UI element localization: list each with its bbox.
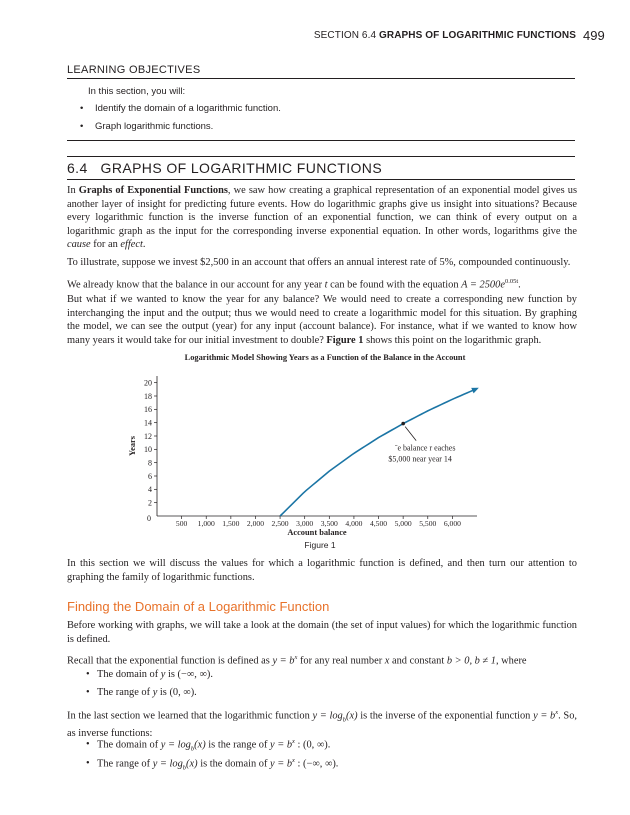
y-tick-label: 8: [148, 458, 152, 468]
x-tick-label: 1,000: [197, 519, 215, 528]
running-header: [0, 30, 576, 41]
paragraph-section-overview: In this section we will discuss the values for which a logarithmic function is defined, and then turn our attention to graphing the family of logarithmic functions.: [67, 558, 577, 583]
learning-objectives-title: LEARNING OBJECTIVES: [67, 64, 201, 76]
y-tick-label: 18: [144, 391, 152, 401]
y-tick-label: 12: [144, 431, 152, 441]
paragraph-illustrate: To illustrate, suppose we invest $2,500 in an account that offers an annual interest rate of 5%, compounded continuously.: [67, 257, 571, 268]
y-axis-label: Years: [128, 436, 137, 456]
page-number: 499: [583, 28, 605, 43]
list-item: • The range of y is (0, ∞).: [86, 687, 197, 698]
paragraph-domain-intro: Before working with graphs, we will take a look at the domain (the set of input values) for which the logarithmic function is defined.: [67, 620, 577, 645]
divider: [67, 179, 575, 180]
bullet-icon: •: [80, 121, 84, 132]
x-tick-label: 4,000: [345, 519, 363, 528]
x-tick-label: 1,500: [222, 519, 240, 528]
annotation-leader: [405, 427, 416, 441]
divider: [67, 78, 575, 79]
list-item: • The domain of $y = \log_b(x)$ is the range of $y = b^x$ : (0, ∞).: [86, 738, 331, 753]
x-tick-label: 6,000: [443, 519, 461, 528]
x-tick-label: 4,500: [369, 519, 388, 528]
paragraph-equation: We already know that the balance in our account for any year t can be found with the equation $A = 2500e^{0.05t}$.: [67, 278, 521, 291]
highlight-point: [401, 422, 405, 426]
paragraph-inverse-question: But what if we wanted to know the year for any balance? We would need to create a corresponding new function by interchanging the input and the output; thus we would need to create a logarithmic model for this situation. By graphing the model, we can see the output (year) for any input (account balance). For instance, what if we wanted to know how many years it would take for our initial investment to double? Figure 1 shows this point on the logarithmic graph.: [67, 294, 577, 346]
paragraph-intro: In Graphs of Exponential Functions, we saw how creating a graphical representation of an exponential model gives us another layer of insight for predicting future events. How do logarithmic graphs give us insight into situations? Because every logarithmic function is the inverse function of an exponential function, we can think of every output on a logarithmic graph as the input for the corresponding inverse exponential equation. In other words, logarithms give the cause for an effect.: [67, 185, 577, 251]
bullet-icon: •: [86, 687, 90, 698]
annotation-text: ˉe balance r eaches: [394, 443, 456, 453]
x-tick-label: 3,000: [296, 519, 314, 528]
x-tick-label: 500: [175, 519, 188, 528]
y-tick-label: 10: [144, 445, 152, 455]
logarithmic-chart: [110, 364, 500, 540]
x-tick-label: 5,500: [419, 519, 437, 528]
x-tick-label: 3,500: [320, 519, 338, 528]
divider: [67, 140, 575, 141]
section-running-title: GRAPHS OF LOGARITHMIC FUNCTIONS: [379, 30, 576, 41]
x-axis-label: Account balance: [287, 528, 347, 537]
y-tick-label: 14: [144, 418, 152, 428]
subsection-heading: Finding the Domain of a Logarithmic Function: [67, 599, 330, 614]
list-item: • The domain of y is (−∞, ∞).: [86, 669, 213, 680]
divider: [67, 156, 575, 157]
objective-item: • Graph logarithmic functions.: [80, 121, 214, 132]
paragraph-inverse-functions: In the last section we learned that the logarithmic function $y = \log_b(x)$ is the inverse of the exponential function $y = b^x$. So, as inverse functions:: [67, 709, 577, 740]
y-tick-label: 2: [148, 498, 152, 508]
x-tick-label: 2,500: [271, 519, 289, 528]
chart-title: Logarithmic Model Showing Years as a Function of the Balance in the Account: [184, 353, 466, 362]
bullet-icon: •: [86, 739, 90, 751]
x-tick-label: 5,000: [394, 519, 412, 528]
y-tick-label: 16: [144, 405, 152, 415]
y-tick-label: 4: [148, 485, 152, 495]
list-item: • The range of $y = \log_b(x)$ is the domain of $y = b^x$ : (−∞, ∞).: [86, 757, 339, 772]
y-tick-label: 6: [148, 471, 152, 481]
origin-label: 0: [147, 514, 151, 523]
objective-item: • Identify the domain of a logarithmic function.: [80, 103, 281, 114]
section-label: SECTION 6.4: [313, 30, 377, 41]
annotation-text: $5,000 near year 14: [388, 454, 452, 464]
figure-caption: Figure 1: [304, 540, 336, 550]
section-title: 6.4 GRAPHS OF LOGARITHMIC FUNCTIONS: [67, 160, 383, 176]
x-tick-label: 2,000: [246, 519, 265, 528]
objectives-intro: In this section, you will:: [88, 86, 186, 97]
y-tick-label: 20: [144, 378, 152, 388]
paragraph-exponential-def: Recall that the exponential function is defined as $y = b^x$ for any real number x and constant b > 0, b ≠ 1, where: [67, 654, 527, 667]
bullet-icon: •: [86, 669, 90, 680]
bullet-icon: •: [80, 103, 84, 114]
bullet-icon: •: [86, 758, 90, 770]
